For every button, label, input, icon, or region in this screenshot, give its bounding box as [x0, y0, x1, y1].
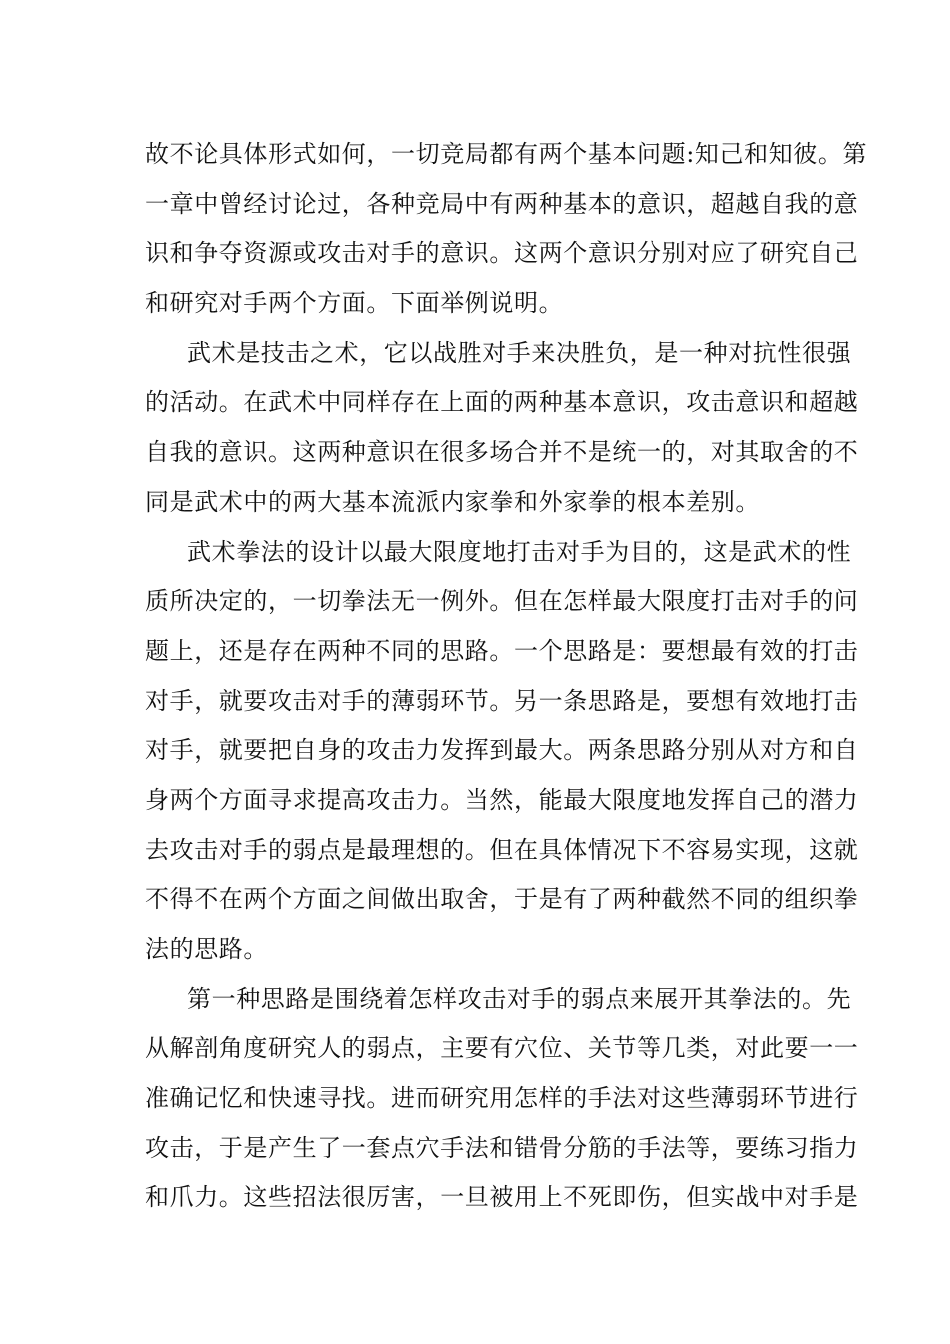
text-line: 从解剖角度研究人的弱点，主要有穴位、关节等几类，对此要一一: [145, 1034, 859, 1063]
text-line: 法的思路。: [145, 935, 268, 963]
paragraph-4: [145, 975, 859, 1223]
text-line: 自我的意识。这两种意识在很多场合并不是统一的，对其取舍的不: [145, 438, 859, 467]
text-line: 质所决定的，一切拳法无一例外。但在怎样最大限度打击对手的问: [145, 587, 859, 616]
text-line: 准确记忆和快速寻找。进而研究用怎样的手法对这些薄弱环节进行: [145, 1084, 859, 1113]
text-line: 和爪力。这些招法很厉害，一旦被用上不死即伤，但实战中对手是: [145, 1183, 859, 1212]
text-line: 身两个方面寻求提高攻击力。当然，能最大限度地发挥自己的潜力: [145, 785, 859, 814]
text-line: 题上，还是存在两种不同的思路。一个思路是：要想最有效的打击: [145, 636, 859, 665]
text-line: 不得不在两个方面之间做出取舍，于是有了两种截然不同的组织拳: [145, 885, 859, 914]
paragraph-3: [145, 528, 859, 975]
text-line: 对手，就要攻击对手的薄弱环节。另一条思路是，要想有效地打击: [145, 686, 859, 715]
text-line: 武术拳法的设计以最大限度地打击对手为目的，这是武术的性: [187, 537, 852, 566]
text-line: 攻击，于是产生了一套点穴手法和错骨分筋的手法等，要练习指力: [145, 1133, 859, 1162]
paragraph-2: [145, 329, 859, 528]
text-line: 识和争夺资源或攻击对手的意识。这两个意识分别对应了研究自己: [145, 239, 859, 268]
paragraph-1: [145, 130, 868, 329]
text-line: 对手，就要把自身的攻击力发挥到最大。两条思路分别从对方和自: [145, 736, 859, 765]
text-line: 同是武术中的两大基本流派内家拳和外家拳的根本差别。: [145, 487, 760, 516]
text-line: 的活动。在武术中同样存在上面的两种基本意识，攻击意识和超越: [145, 388, 859, 417]
body-text: [145, 130, 868, 1223]
text-line: 武术是技击之术，它以战胜对手来决胜负，是一种对抗性很强: [187, 338, 852, 367]
text-line: 第一种思路是围绕着怎样攻击对手的弱点来展开其拳法的。先: [187, 984, 852, 1013]
text-line: 一章中曾经讨论过，各种竞局中有两种基本的意识，超越自我的意: [145, 189, 859, 218]
text-line: 去攻击对手的弱点是最理想的。但在具体情况下不容易实现，这就: [145, 835, 859, 864]
text-line: 和研究对手两个方面。下面举例说明。: [145, 289, 564, 318]
text-line: 故不论具体形式如何，一切竞局都有两个基本问题:知己和知彼。第: [145, 140, 868, 168]
